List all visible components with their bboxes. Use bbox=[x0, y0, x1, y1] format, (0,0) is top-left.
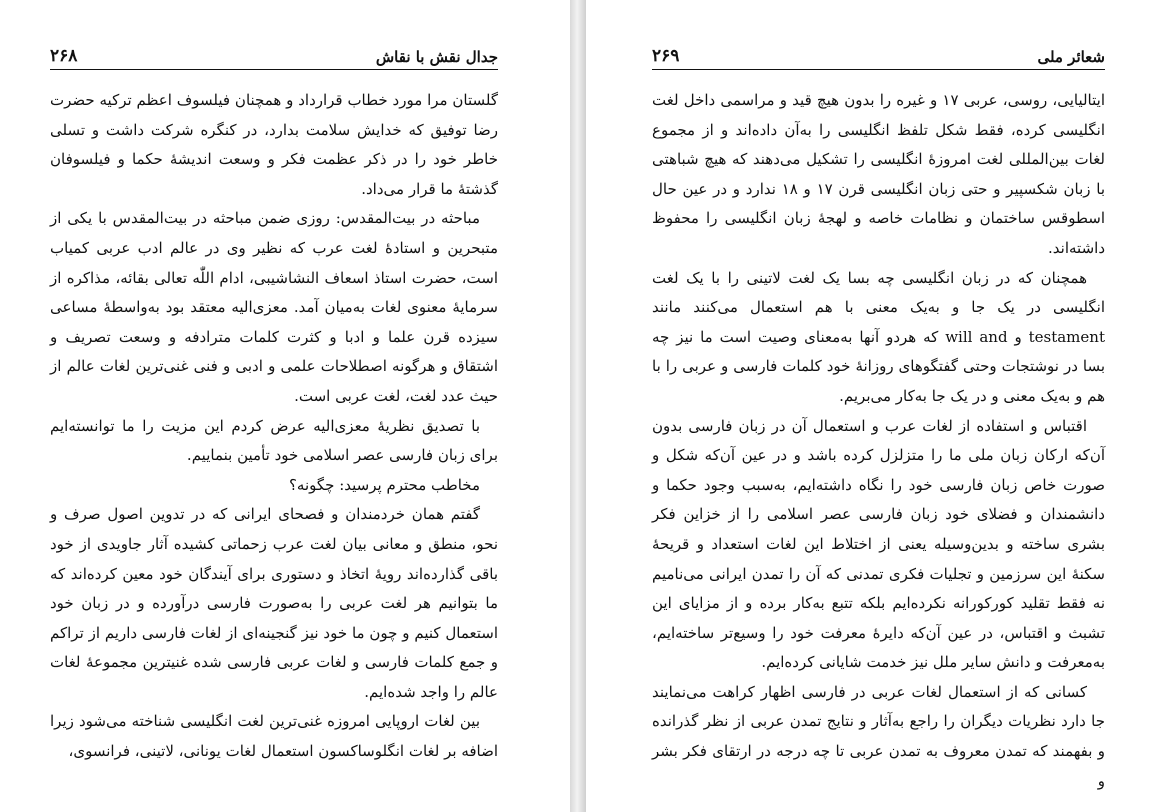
paragraph: بین لغات اروپایی امروزه غنی‌ترین لغت انگلیسی شناخته می‌شود زیرا اضافه بر لغات انگلوساکسون استعمال لغات یونانی، لاتینی، فرانسوی، bbox=[50, 712, 498, 761]
paragraph: همچنان که در زبان انگلیسی چه بسا یک لغت لاتینی را با یک لغت انگلیسی در یک جا و به‌یک معنی با هم استعمال می‌کنند مانند testament و will and که هردو آنها به‌معنای وصیت است ما نیز چه بسا در نوشتجات وحتی گفتگوهای روزانهٔ خود کلمات فارسی و عربی را با هم و به‌یک معنی و در یک جا به‌کار می‌بریم. bbox=[652, 268, 1105, 405]
running-title: جدال نقش با نقاش bbox=[375, 48, 498, 66]
paragraph: با تصدیق نظریهٔ معزی‌الیه عرض کردم این مزیت را ما توانسته‌ایم برای زبان فارسی عصر اسلامی خود تأمین بنماییم. bbox=[50, 416, 498, 465]
book-gutter bbox=[570, 0, 586, 812]
paragraph: مباحثه در بیت‌المقدس: روزی ضمن مباحثه در بیت‌المقدس با یکی از متبحرین و استادهٔ لغت عرب که نظیر وی در عالم ادب عربی کمیاب است، حضرت استاذ اسعاف النشاشیبی، ادام اللّٰه تعالی بقائه، مذاکره از سرمایهٔ معنوی لغات به‌میان آمد. معزی‌الیه معتقد بود به‌واسطهٔ مساعی سیزده قرن علما و ادبا و کثرت کلمات مترادفه و وسعت تصریف و اشتقاق و هرگونه اصطلاحات علمی و ادبی و فنی غنی‌ترین لغات عالم از حیث عدد لغت، لغت عربی است. bbox=[50, 209, 498, 405]
paragraph: ایتالیایی، روسی، عربی ۱۷ و غیره را بدون هیچ قید و مراسمی داخل لغت انگلیسی کرده، فقط شکل تلفظ انگلیسی را به‌آن داده‌اند و از مجموع لغات بین‌المللی لغت امروزهٔ انگلیسی را تشکیل می‌دهند که هیچ شباهتی با زبان شکسپیر و حتی زبان انگلیسی قرن ۱۷ و ۱۸ ندارد و در عین حال اسطوقس ساختمان و نظامات خاصه و لهجهٔ زبان انگلیسی را محفوظ داشته‌اند. bbox=[652, 91, 1105, 257]
paragraph: گفتم همان خردمندان و فصحای ایرانی که در تدوین اصول صرف و نحو، منطق و معانی بیان لغت عرب زحماتی کشیده آثار جاویدی از خود باقی گذارده‌اند رویهٔ اتخاذ و دستوری برای آیندگان خود معین کرده‌اند که ما بتوانیم هر لغت عربی را به‌صورت فارسی درآورده و در زبان خود استعمال کنیم و چون ما خود نیز گنجینه‌ای از لغات فارسی داریم از تراکم و جمع کلمات فارسی و لغات عربی فارسی شده غنیترین مجموعهٔ لغات عالم را واجد شده‌ایم. bbox=[50, 505, 498, 701]
right-page-text bbox=[652, 86, 1105, 796]
paragraph: مخاطب محترم پرسید: چگونه؟ bbox=[288, 475, 480, 494]
left-page bbox=[0, 0, 570, 812]
page-number: ۲۶۸ bbox=[50, 46, 78, 66]
paragraph: کسانی که از استعمال لغات عربی در فارسی اظهار کراهت می‌نمایند جا دارد نظریات دیگران را راجع به‌آثار و نتایج تمدن عربی از نظر گذرانده و بفهمند که تمدن معروف به تمدن عربی تا چه درجه در ارتقای فکر بشر و bbox=[652, 682, 1106, 790]
right-page-header bbox=[652, 38, 1105, 70]
paragraph: گلستان مرا مورد خطاب قرارداد و همچنان فیلسوف اعظم ترکیه حضرت رضا توفیق که خدایش سلامت بدارد، در کنگره شرکت داشت و تسلی خاطر خود را در ذکر عظمت فکر و وسعت اندیشهٔ حکما و فیلسوفان گذشتهٔ ما قرار می‌داد. bbox=[50, 91, 498, 198]
right-page bbox=[586, 0, 1162, 812]
page-number: ۲۶۹ bbox=[652, 46, 680, 66]
left-page-header bbox=[50, 38, 498, 70]
paragraph: اقتباس و استفاده از لغات عرب و استعمال آن در زبان فارسی بدون آن‌که ارکان زبان ملی ما را متزلزل کرده باشد و در عین آن‌که شکل و صورت خاص زبان فارسی خود را نگاه داشته‌ایم، به‌سبب وجود حکما و دانشمندان و فضلای خود زبان فارسی عصر اسلامی را از خزاین فکر بشری ساخته و بدین‌وسیله یعنی از اختلاط این لغات استعداد و قریحهٔ سکنهٔ این سرزمین و تجلیات فکری تمدنی که آن را تمدن ایرانی می‌نامیم نه فقط تقلید کورکورانه نکرده‌ایم بلکه تتبع به‌کار برده و از مزایای این تشبث و اقتباس، در عین آن‌که دایرهٔ معرفت خود را وسیع‌تر ساخته‌ایم، به‌معرفت و دانش سایر ملل نیز خدمت شایانی کرده‌ایم. bbox=[652, 416, 1105, 672]
running-title: شعائر ملی bbox=[1037, 48, 1105, 66]
left-page-text bbox=[50, 86, 498, 767]
